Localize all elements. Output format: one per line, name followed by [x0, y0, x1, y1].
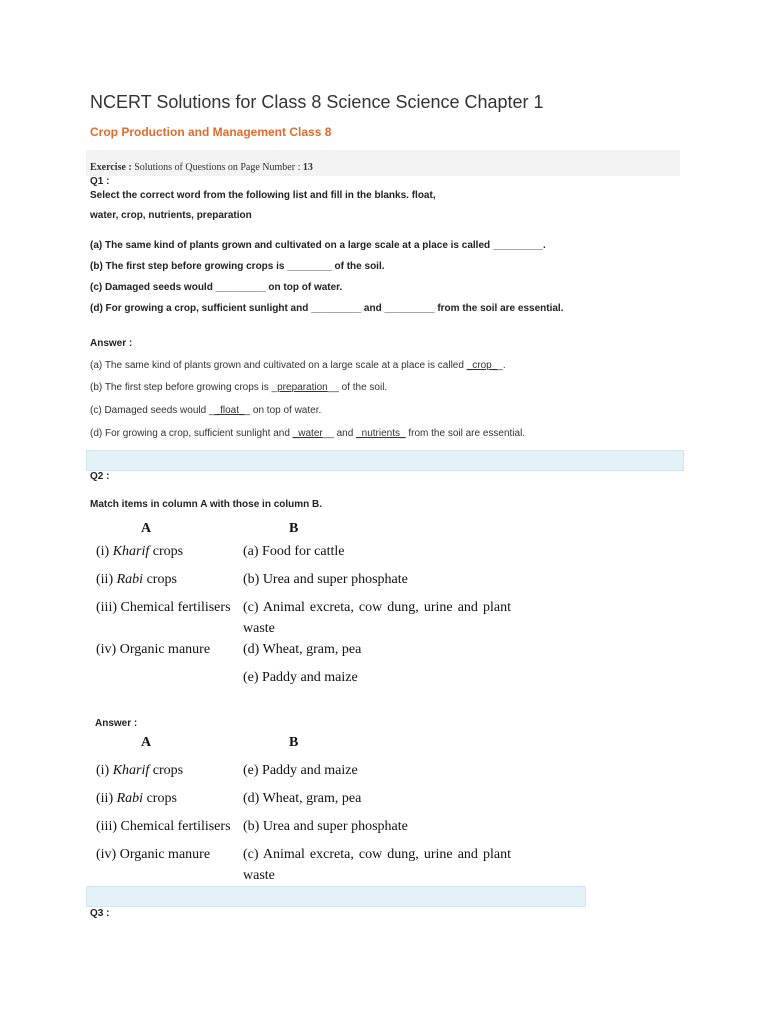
q2-ans-row-b-4: (c) Animal excreta, cow dung, urine and plant waste — [243, 847, 511, 883]
ans-d-pre: (d) For growing a crop, sufficient sunlight and — [90, 428, 293, 439]
q1-item-a: (a) The same kind of plants grown and cultivated on a large scale at a place is called _________. — [90, 240, 546, 251]
ans-c-post: _ on top of water. — [244, 405, 322, 416]
row-rest: crops — [149, 763, 184, 778]
q2-answer-label: Answer : — [95, 718, 138, 729]
q2-row-a-3: (iii) Chemical fertilisers — [96, 600, 231, 615]
q1-item-b: (b) The first step before growing crops is ________ of the soil. — [90, 261, 385, 272]
exercise-bar — [86, 150, 680, 176]
ans-a-word: _crop_ — [466, 360, 498, 371]
q1-label: Q1 : — [90, 176, 110, 187]
ans-b-word: preparation — [277, 382, 328, 393]
row-em: Rabi — [116, 572, 144, 587]
row-num: (i) — [96, 544, 113, 559]
row-em: Rabi — [116, 791, 144, 806]
q1-answer-label: Answer : — [90, 338, 133, 349]
q2-prompt: Match items in column A with those in column B. — [90, 499, 323, 510]
q1-answer-d — [90, 428, 525, 439]
q1-answer-b — [90, 382, 387, 393]
section-separator-1 — [86, 450, 684, 471]
q2-row-a-2 — [96, 572, 177, 588]
q2-label: Q2 : — [90, 471, 110, 482]
q2-row-a-4: (iv) Organic manure — [96, 642, 211, 657]
q2-ans-row-a-2 — [96, 791, 177, 807]
q2-ans-row-a-4: (iv) Organic manure — [96, 847, 211, 862]
q2-row-a-1 — [96, 544, 183, 560]
q1-answer-a — [90, 360, 506, 371]
q1-prompt-line1: Select the correct word from the following list and fill in the blanks. float, — [90, 190, 436, 201]
q2-ans-row-b-3: (b) Urea and super phosphate — [243, 819, 408, 834]
page-subtitle: Crop Production and Management Class 8 — [90, 125, 332, 139]
q2-ans-row-b-1: (e) Paddy and maize — [243, 763, 358, 778]
ans-a-post: _. — [497, 360, 506, 371]
row-num: (ii) — [96, 791, 117, 806]
q2-ans-row-b-2: (d) Wheat, gram, pea — [243, 791, 362, 806]
q3-label: Q3 : — [90, 908, 110, 919]
q1-prompt-line2: water, crop, nutrients, preparation — [90, 210, 252, 221]
exercise-desc: Solutions of Questions on Page Number : — [131, 162, 303, 173]
row-em: Kharif — [112, 544, 150, 559]
page-title: NCERT Solutions for Class 8 Science Science Chapter 1 — [90, 92, 544, 112]
ans-a-pre: (a) The same kind of plants grown and cultivated on a large scale at a place is called — [90, 360, 467, 371]
row-num: (ii) — [96, 572, 117, 587]
row-num: (i) — [96, 763, 113, 778]
exercise-page: 13 — [302, 162, 313, 173]
q1-answer-c — [90, 405, 321, 416]
q2-ans-col-b-header: B — [289, 735, 299, 750]
ans-d-word1: _water — [292, 428, 323, 439]
row-em: Kharif — [112, 763, 150, 778]
q2-col-a-header: A — [141, 521, 152, 536]
ans-b-pre: (b) The first step before growing crops is _ — [90, 382, 278, 393]
q2-row-b-2: (b) Urea and super phosphate — [243, 572, 408, 587]
ans-b-post: __ of the soil. — [327, 382, 388, 393]
q1-item-c: (c) Damaged seeds would _________ on top of water. — [90, 282, 343, 293]
ans-d-mid: __ and — [322, 428, 357, 439]
q2-ans-row-a-1 — [96, 763, 183, 779]
row-rest: crops — [149, 544, 184, 559]
ans-c-word: _float_ — [214, 405, 245, 416]
ans-d-word2: _nutrients_ — [356, 428, 406, 439]
ans-d-post: from the soil are essential. — [405, 428, 526, 439]
q2-ans-row-a-3: (iii) Chemical fertilisers — [96, 819, 231, 834]
ans-c-pre: (c) Damaged seeds would _ — [90, 405, 215, 416]
q2-row-b-4: (d) Wheat, gram, pea — [243, 642, 362, 657]
row-rest: crops — [143, 572, 177, 587]
q2-row-b-5: (e) Paddy and maize — [243, 670, 358, 685]
exercise-text — [90, 162, 313, 173]
q2-ans-col-a-header: A — [141, 735, 152, 750]
q2-col-b-header: B — [289, 521, 299, 536]
exercise-label: Exercise : — [90, 162, 132, 173]
q2-row-b-1: (a) Food for cattle — [243, 544, 345, 559]
q1-item-d: (d) For growing a crop, sufficient sunlight and _________ and _________ from the soil are essential. — [90, 303, 564, 314]
section-separator-2 — [86, 886, 586, 907]
q2-row-b-3: (c) Animal excreta, cow dung, urine and plant waste — [243, 600, 511, 636]
row-rest: crops — [143, 791, 177, 806]
